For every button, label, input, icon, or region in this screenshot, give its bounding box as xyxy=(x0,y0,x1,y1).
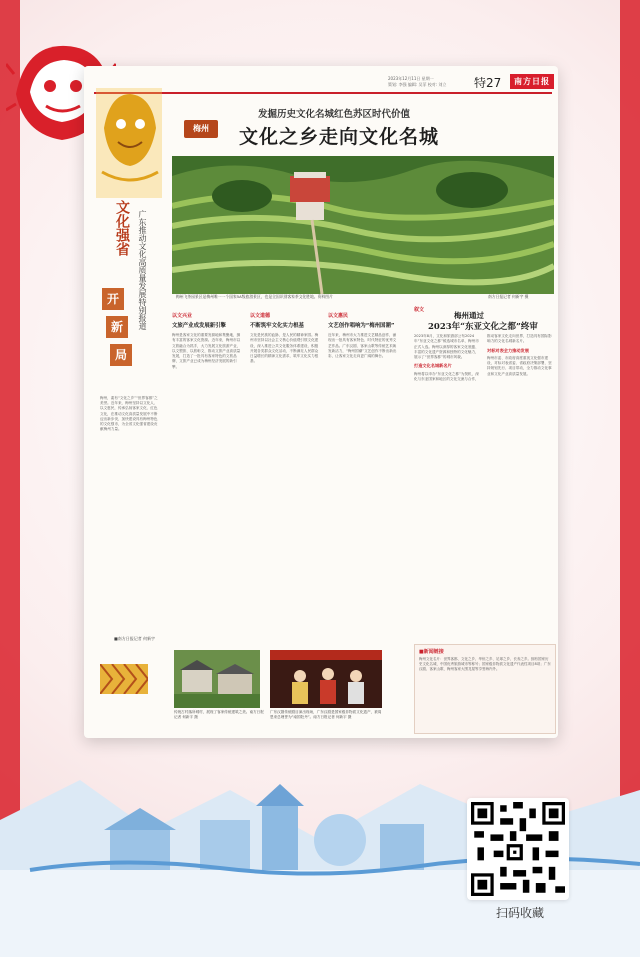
column-3-tag: 以文惠民 xyxy=(328,313,349,319)
column-1-title: 文旅产业成发展新引擎 xyxy=(172,323,226,329)
column-3 xyxy=(328,306,399,646)
lion-head-ornament-icon xyxy=(96,88,162,198)
decorative-pattern-icon xyxy=(100,664,148,694)
masthead-editors: 策划: 李强 编辑: 吴菲 校对: 刘立 xyxy=(388,82,447,87)
article-subtitle: 发掘历史文化名城红色苏区时代价值 xyxy=(257,109,410,120)
news-link-title: ■新闻链接 xyxy=(419,649,444,655)
right-story-body xyxy=(414,334,554,634)
city-tag: 梅州 xyxy=(184,120,218,138)
side-column xyxy=(94,84,164,724)
column-1 xyxy=(172,306,243,646)
page-number: 特27 xyxy=(474,76,502,90)
column-2 xyxy=(250,306,321,646)
news-link-box xyxy=(414,644,556,734)
column-2-body: 文化是民族的血脉，是人民的精神家园。梅州市坚持以社会主义核心价值观引领文化建设，深入推进公共文化服务体系建设，积极开展各类群众文化活动，不断满足人民群众日益增长的精神文化需求，筑牢文化实力根基。 xyxy=(250,333,319,364)
right-story-title-line2: 2023年“东亚文化之都”终审 xyxy=(428,322,538,332)
right-story-paragraph-3: 梅州市委、市政府高度重视文化强市建设，对标对表省委、省政府决策部署，坚持规划先行、项目带动，全力推动文化事业和文化产业高质量发展。 xyxy=(487,355,552,376)
newspaper-logo: 南方日报 xyxy=(510,74,554,89)
news-link-body: 梅州文化名片：世界客都、文化之乡、华侨之乡、足球之乡、长寿之乡。拥有国家历史文化名城、中国优秀旅游城市等称号；国家级非物质文化遗产代表性项目8项；广东汉剧、客家山歌、梅州客家大围龙屋等享誉海内外。 xyxy=(419,657,551,672)
right-story-subhead-2: 对标对表全力推动发展 xyxy=(487,347,529,353)
column-3-title: 文艺创作唱响为“梅州国潮” xyxy=(328,323,395,329)
hero-credit: 南方日报记者 何新宇 摄 xyxy=(488,294,529,299)
right-story-paragraph-1: 2023年8月，文化和旅游部公布2024年“东亚文化之都”候选城市名单，梅州市正式入选。梅州以深厚的客家文化底蕴、丰富的文化遗产资源和独特的文化魅力，展示了“世界客都”的城市风貌。 xyxy=(414,334,479,360)
side-intro-text: 梅州，素有“文化之乡”“世界客都”之美誉。近年来，梅州坚持以文化人、以文惠民，传承弘扬客家文化、红色文化，在推动文化高质量发展中不断迈出新步伐，加快建设具有梅州特色的文化强市，为全省文化强省建设贡献梅州力量。 xyxy=(100,396,158,432)
section-title-vertical: 文化强省 xyxy=(114,200,130,256)
opera-photo xyxy=(270,650,382,708)
right-story-title-line1: 梅州通过 xyxy=(454,311,484,320)
masthead-date: 2023年12月11日 星期一 xyxy=(388,76,434,81)
seal-char-kai: 开 xyxy=(102,288,124,310)
hero-caption: 梅州飞茶园景区是梅州唯一一个国家5A级旅游景区，也是全国识别客家茶文化胜地。资料图片 xyxy=(176,294,333,299)
seal-char-ju: 局 xyxy=(110,344,132,366)
column-3-body: 近年来，梅州市大力推进文艺精品创作，涌现出一批具有客家特色、时代特征的优秀文艺作品。广东汉剧、客家山歌等传统艺术焕发新活力，“梅州国潮”文艺创作不断出新出彩，让客家文化走向更广阔的舞台。 xyxy=(328,333,397,359)
side-author-prefix: ■南方日报记者 xyxy=(114,636,142,641)
seal-char-xin: 新 xyxy=(106,316,128,338)
qr-code-label: 扫码收藏 xyxy=(495,906,544,920)
special-report-label: 广东推动文化高质量发展特别报道 xyxy=(138,210,147,330)
newspaper-page xyxy=(84,66,558,738)
right-story-tag: 叙文 xyxy=(414,307,425,313)
column-1-body: 梅州是客家文化的重要发源地和集聚地，拥有丰富的客家文化资源。近年来，梅州市以文旅融合为抓手，大力发展文化旅游产业，以文塑旅、以旅彰文，推动文旅产业高质量发展，打造了一批具有客家特色的文旅品牌，文旅产业已成为梅州经济发展的新引擎。 xyxy=(172,333,241,369)
article-headline: 文化之乡走向文化名城 xyxy=(238,126,439,148)
right-story-paragraph-2: 梅州将以申办“东亚文化之都”为契机，深化与东亚国家和地区的文化交流与合作，推动客家文化走向世界，打造具有国际影响力的文化名城新名片。 xyxy=(414,334,552,382)
qr-code-icon[interactable] xyxy=(467,798,569,900)
column-2-title: 不断筑牢文化实力根基 xyxy=(250,323,304,329)
village-photo-caption: 传统古村落所城村，展现了客家传统建筑之美。南方日报记者 何新宇 摄 xyxy=(174,710,264,719)
column-1-tag: 以文兴业 xyxy=(172,313,193,319)
side-author xyxy=(114,636,155,642)
side-author-name: 何新宇 xyxy=(143,636,156,641)
village-photo xyxy=(174,650,260,708)
column-2-tag: 以文道德 xyxy=(250,313,271,319)
hero-photo-tea-garden xyxy=(172,156,554,294)
right-story-subhead-1: 打造文化名城新名片 xyxy=(414,363,452,369)
opera-photo-caption: 广东汉剧传统剧目演出现场，广东汉剧是国家级非物质文化遗产，被周恩来总理誉为“南国牡丹”。南方日报记者 何新宇 摄 xyxy=(270,710,382,719)
